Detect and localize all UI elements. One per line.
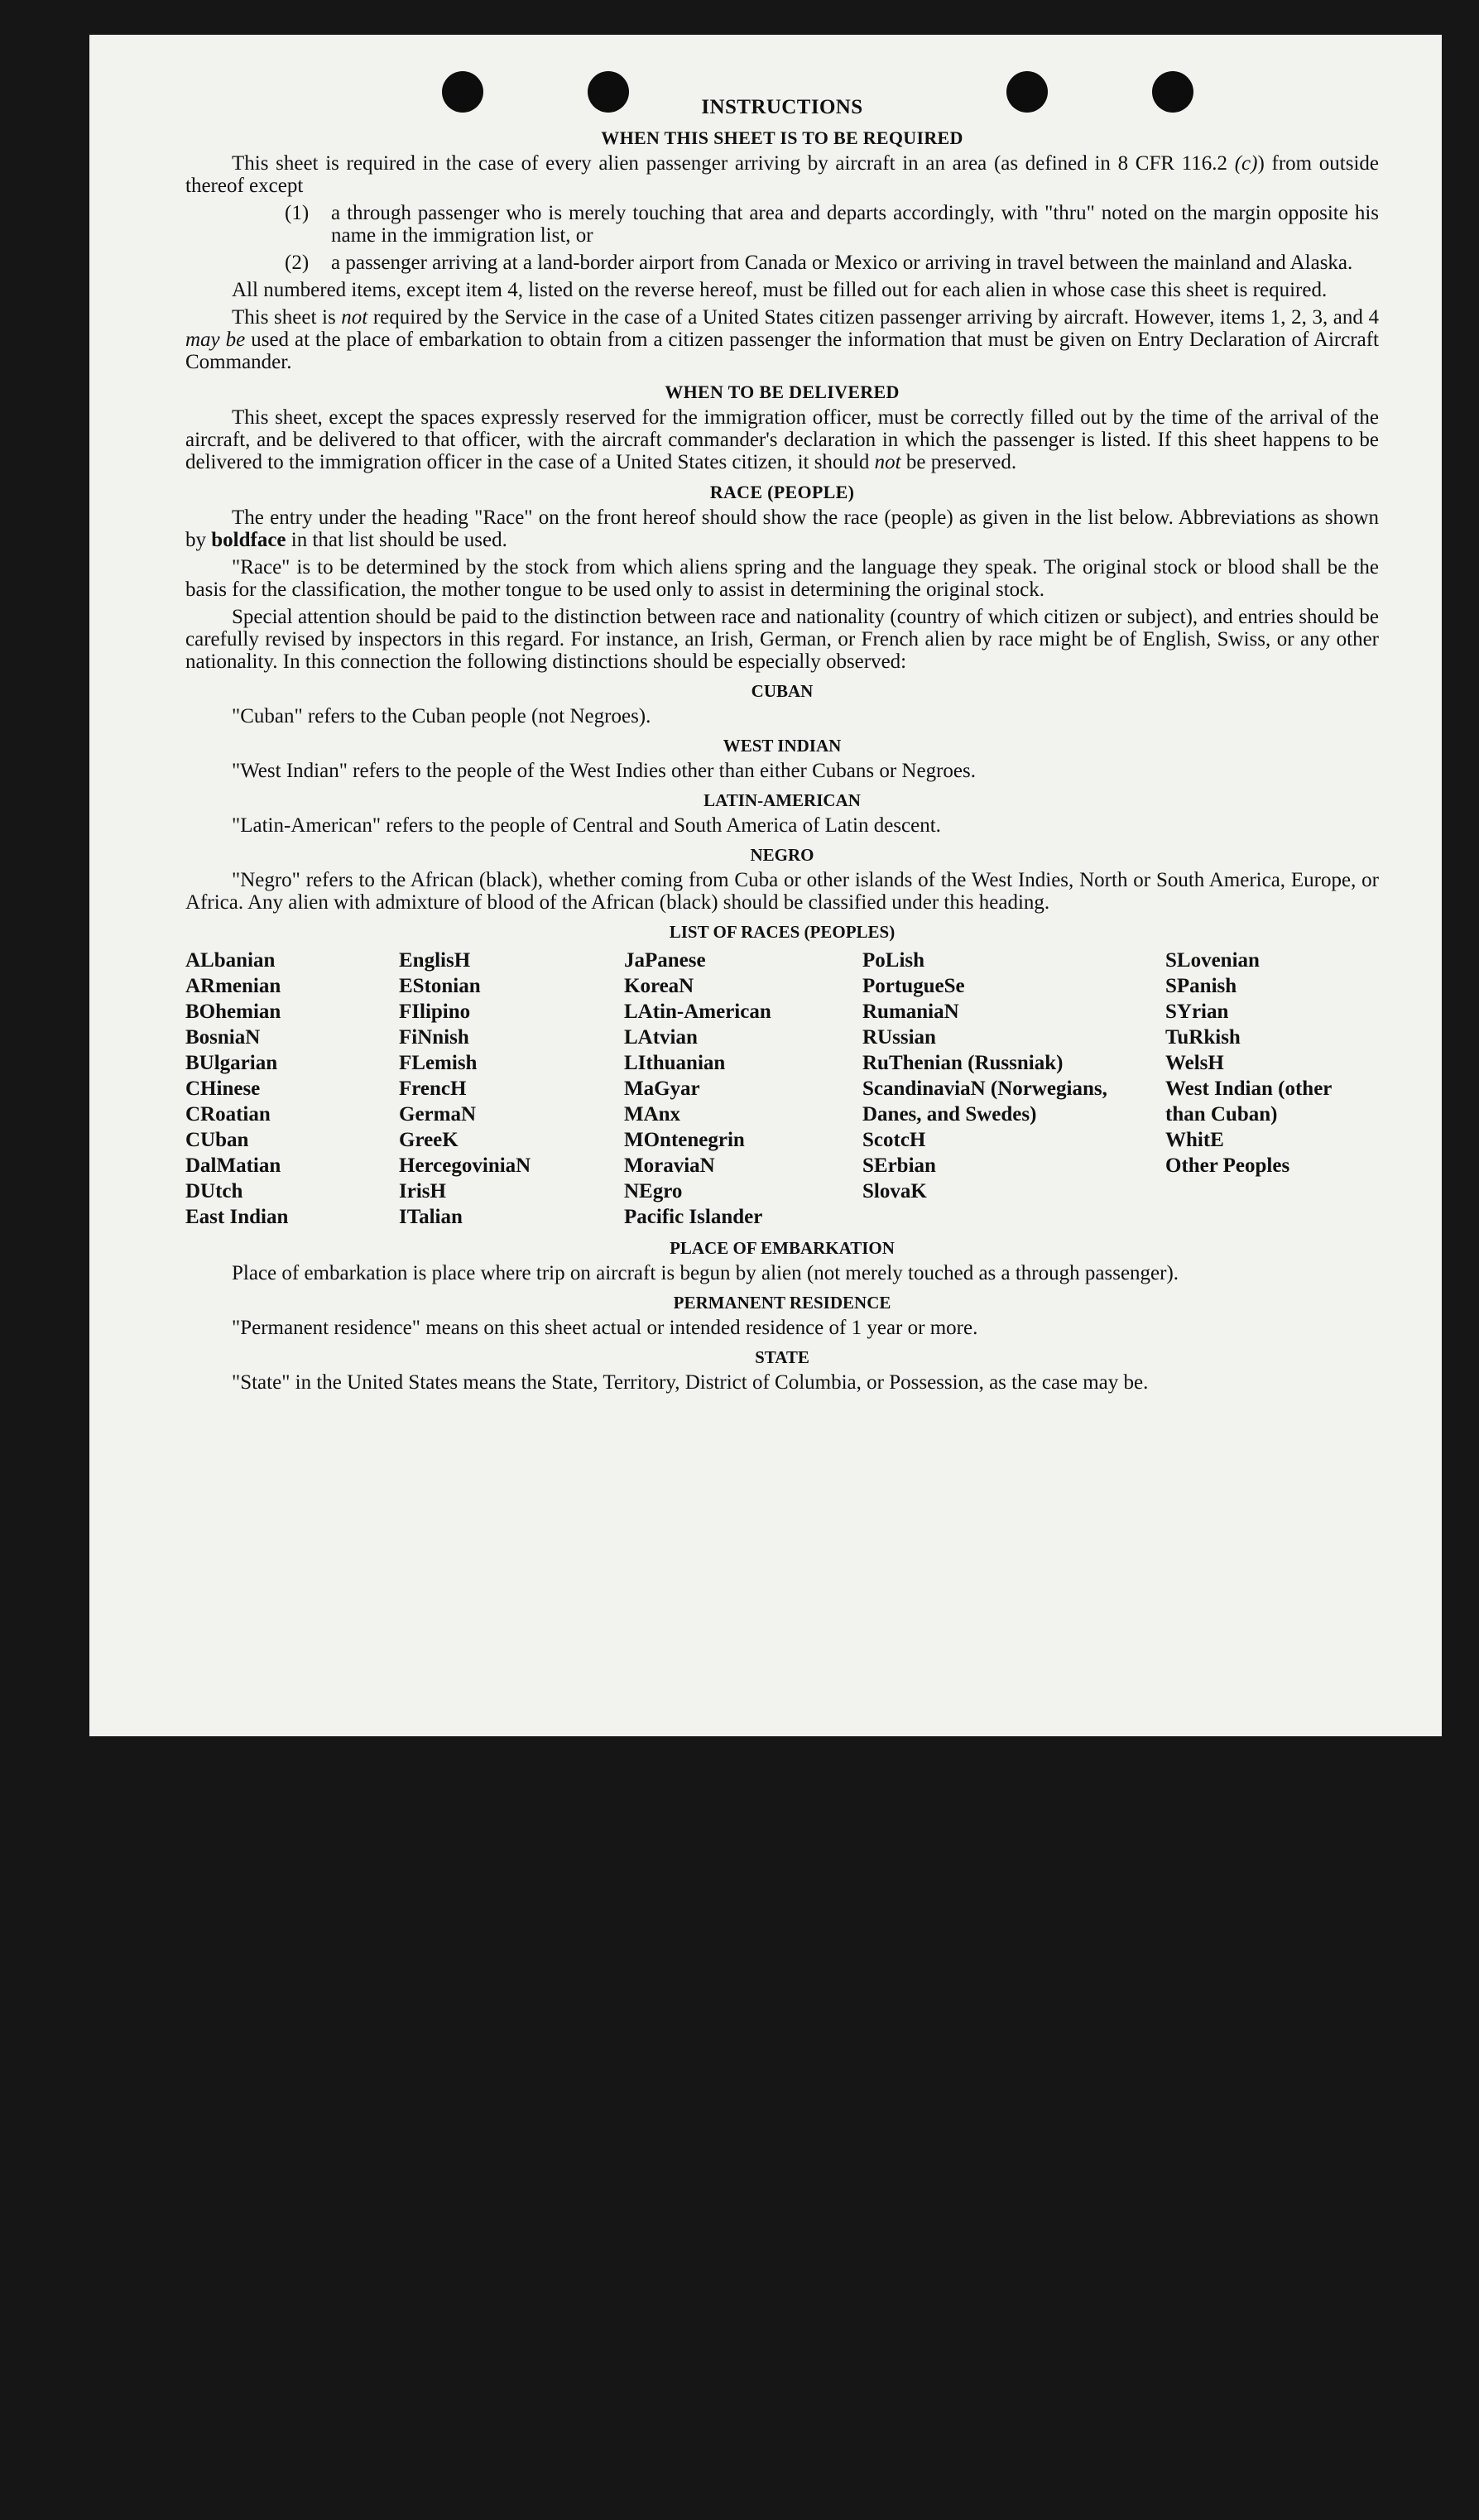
- paragraph-race-2: "Race" is to be determined by the stock from which aliens spring and the language they speak. The original stock or blood shall be the basis for the classification, the mother tongue to be used only to assist in determining the original stock.: [185, 556, 1379, 601]
- race-entry: East Indian: [185, 1206, 289, 1228]
- paragraph-cuban: "Cuban" refers to the Cuban people (not Negroes).: [232, 705, 651, 727]
- heading-latin-american: LATIN-AMERICAN: [703, 790, 861, 810]
- punch-hole: [1152, 71, 1193, 113]
- race-entry: SPanish: [1165, 975, 1237, 997]
- race-entry: TuRkish: [1165, 1026, 1241, 1049]
- race-entry: LAtvian: [624, 1026, 698, 1049]
- race-entry: NEgro: [624, 1180, 683, 1202]
- race-entry: WhitE: [1165, 1129, 1224, 1151]
- races-column-4: [862, 948, 1165, 1230]
- punch-hole: [1006, 71, 1048, 113]
- punch-hole: [588, 71, 629, 113]
- race-entry: SYrian: [1165, 1001, 1229, 1023]
- race-entry: EStonian: [399, 975, 481, 997]
- page-title: INSTRUCTIONS: [701, 96, 863, 118]
- race-entry: FIlipino: [399, 1001, 471, 1023]
- race-entry: GreeK: [399, 1129, 459, 1151]
- exception-item-2: (2) a passenger arriving at a land-border airport from Canada or Mexico or arriving in travel between the mainland and Alaska.: [285, 252, 1353, 274]
- race-entry: BUlgarian: [185, 1052, 278, 1074]
- race-entry: MoraviaN: [624, 1154, 715, 1177]
- paragraph-delivered: This sheet, except the spaces expressly reserved for the immigration officer, must be correctly filled out by the time of the arrival of the aircraft, and be delivered to that officer, with the aircraft commander's declaration in which the passenger is listed. If this sheet happens to be delivered to the immigration officer in the case of a United States citizen, it should not be preserved.: [185, 406, 1379, 473]
- race-entry: RumaniaN: [862, 1001, 959, 1023]
- race-entry: KoreaN: [624, 975, 694, 997]
- race-entry: IrisH: [399, 1180, 446, 1202]
- races-column-3: [624, 948, 862, 1230]
- race-entry: MAnx: [624, 1103, 681, 1126]
- paragraph-west-indian: "West Indian" refers to the people of the West Indies other than either Cubans or Negroes.: [232, 760, 976, 782]
- races-list: [185, 948, 1379, 1230]
- race-entry: CHinese: [185, 1078, 261, 1100]
- race-entry: FrencH: [399, 1078, 467, 1100]
- race-entry: ScandinaviaN (Norwegians, Danes, and Swedes): [862, 1078, 1107, 1126]
- race-entry: SlovaK: [862, 1180, 927, 1202]
- punch-hole: [442, 71, 483, 113]
- paragraph-state: "State" in the United States means the State, Territory, District of Columbia, or Possession, as the case may be.: [232, 1371, 1149, 1394]
- paragraph-required: This sheet is required in the case of every alien passenger arriving by aircraft in an area (as defined in 8 CFR 116.2 (c)) from outside thereof except: [185, 152, 1380, 197]
- paragraph-embarkation: Place of embarkation is place where trip on aircraft is begun by alien (not merely touched as a through passenger).: [232, 1262, 1179, 1284]
- race-entry: ScotcH: [862, 1129, 926, 1151]
- race-entry: ARmenian: [185, 975, 281, 997]
- races-column-2: [399, 948, 624, 1230]
- race-entry: HercegoviniaN: [399, 1154, 531, 1177]
- race-entry: ALbanian: [185, 949, 276, 972]
- paragraph-race-1: The entry under the heading "Race" on the front hereof should show the race (people) as given in the list below. Abbreviations as shown by boldface in that list should be used.: [185, 506, 1379, 551]
- heading-residence: PERMANENT RESIDENCE: [673, 1293, 891, 1313]
- races-column-1: [185, 948, 399, 1230]
- race-entry: LAtin-American: [624, 1001, 771, 1023]
- paragraph-residence: "Permanent residence" means on this sheet actual or intended residence of 1 year or more.: [232, 1317, 978, 1339]
- race-entry: DalMatian: [185, 1154, 281, 1177]
- race-entry: RUssian: [862, 1026, 936, 1049]
- heading-embarkation: PLACE OF EMBARKATION: [670, 1238, 895, 1258]
- race-entry: FiNnish: [399, 1026, 469, 1049]
- race-entry: CUban: [185, 1129, 249, 1151]
- heading-required: WHEN THIS SHEET IS TO BE REQUIRED: [601, 127, 963, 148]
- race-entry: DUtch: [185, 1180, 243, 1202]
- race-entry: Other Peoples: [1165, 1154, 1290, 1177]
- race-entry: Pacific Islander: [624, 1206, 763, 1228]
- race-entry: MaGyar: [624, 1078, 700, 1100]
- race-entry: SErbian: [862, 1154, 936, 1177]
- heading-negro: NEGRO: [750, 845, 814, 865]
- race-entry: West Indian (other than Cuban): [1165, 1078, 1332, 1126]
- race-entry: LIthuanian: [624, 1052, 726, 1074]
- heading-cuban: CUBAN: [751, 681, 814, 701]
- race-entry: SLovenian: [1165, 949, 1260, 972]
- race-entry: JaPanese: [624, 949, 706, 972]
- paragraph-negro: "Negro" refers to the African (black), whether coming from Cuba or other islands of the West Indies, North or South America, Europe, or Africa. Any alien with admixture of blood of the African (black) should be classified under this heading.: [185, 869, 1379, 914]
- paragraph-race-3: Special attention should be paid to the distinction between race and nationality (country of which citizen or subject), and entries should be carefully revised by inspectors in this regard. For instance, an Irish, German, or French alien by race might be of English, Swiss, or any other nationality. In this connection the following distinctions should be especially observed:: [185, 606, 1379, 673]
- race-entry: PoLish: [862, 949, 925, 972]
- heading-west-indian: WEST INDIAN: [723, 736, 842, 756]
- paragraph-citizen: This sheet is not required by the Service in the case of a United States citizen passenger arriving by aircraft. However, items 1, 2, 3, and 4 may be used at the place of embarkation to obtain from a citizen passenger the information that must be given on Entry Declaration of Aircraft Commander.: [185, 306, 1380, 373]
- race-entry: FLemish: [399, 1052, 478, 1074]
- exception-item-1: (1) a through passenger who is merely touching that area and departs accordingly, with "thru" noted on the margin opposite his name in the immigration list, or: [285, 202, 1379, 247]
- race-entry: BOhemian: [185, 1001, 281, 1023]
- race-entry: WelsH: [1165, 1052, 1224, 1074]
- document-sheet: [89, 35, 1442, 1736]
- heading-races-list: LIST OF RACES (PEOPLES): [669, 922, 896, 942]
- race-entry: BosniaN: [185, 1026, 261, 1049]
- races-column-5: [1165, 948, 1372, 1230]
- heading-state: STATE: [755, 1347, 809, 1367]
- race-entry: RuThenian (Russniak): [862, 1052, 1064, 1074]
- race-entry: EnglisH: [399, 949, 471, 972]
- race-entry: PortugueSe: [862, 975, 965, 997]
- heading-race: RACE (PEOPLE): [709, 482, 855, 502]
- race-entry: CRoatian: [185, 1103, 271, 1126]
- race-entry: MOntenegrin: [624, 1129, 745, 1151]
- race-entry: ITalian: [399, 1206, 463, 1228]
- paragraph-latin-american: "Latin-American" refers to the people of Central and South America of Latin descent.: [232, 814, 941, 837]
- race-entry: GermaN: [399, 1103, 477, 1126]
- heading-delivered: WHEN TO BE DELIVERED: [665, 382, 900, 402]
- paragraph-numbered-items: All numbered items, except item 4, listed on the reverse hereof, must be filled out for each alien in whose case this sheet is required.: [232, 279, 1328, 301]
